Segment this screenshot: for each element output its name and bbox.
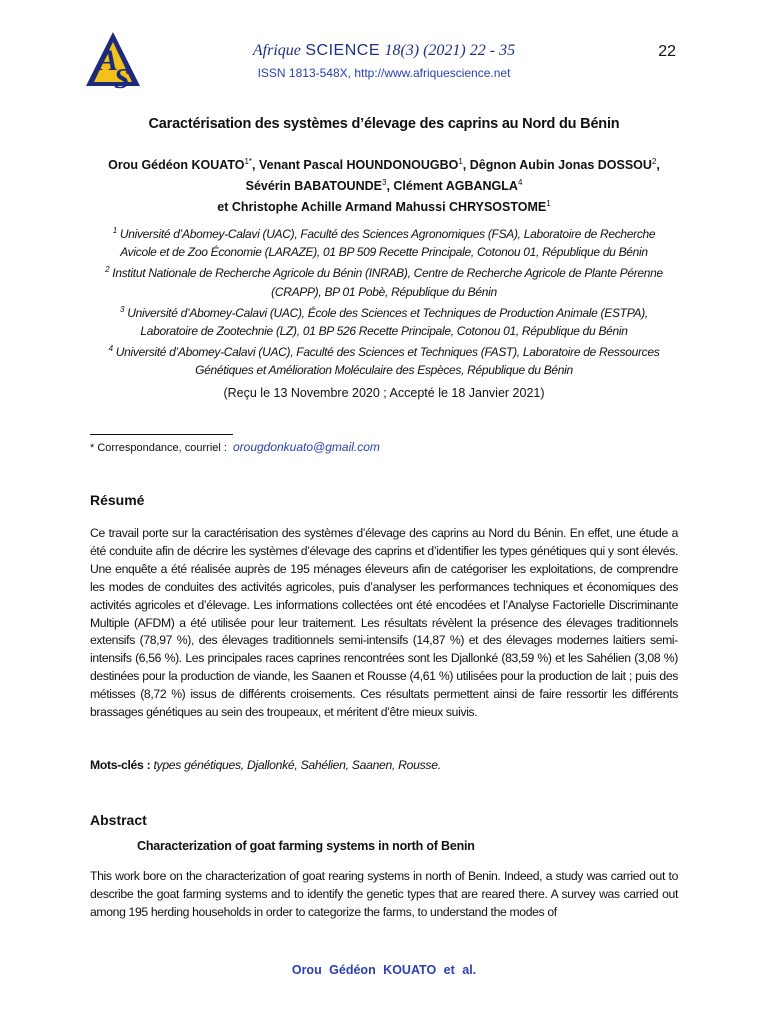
svg-text:S: S: [114, 64, 130, 92]
svg-text:A: A: [98, 44, 119, 77]
journal-name-afrique: Afrique: [252, 42, 301, 59]
journal-volume: 18(3) (2021) 22 - 35: [384, 42, 516, 59]
affiliation-text: Université d’Abomey-Calavi (UAC), Faculté des Sciences Agronomiques (FSA), Laboratoire de Recherche: [116, 227, 656, 241]
affiliation-sup: 4: [108, 344, 113, 354]
author-line-3: [90, 195, 678, 216]
abstract-paragraph: This work bore on the characterization of goat rearing systems in north of Benin. Indeed, a study was carried out to describe the goat farming systems and to identify the genetic types that are reared there. A survey was carried out among 195 herding households in order to categorize the farms, to understand the modes of: [90, 869, 678, 919]
english-title: Characterization of goat farming systems in north of Benin: [137, 839, 475, 853]
resume-paragraph: Ce travail porte sur la caractérisation des systèmes d’élevage des caprins au Nord du Bénin. En effet, une étude a été conduite afin de décrire les systèmes d’élevage des caprins et d’identifier les types génétiques qui y sont élevés. Une enquête a été réalisée auprès de 195 ménages éleveurs afin de catégoriser les exploitations, de comprendre les modes de conduites des activités agricoles, puis d’analyser les performances techniques et économiques des activités agricoles et d’élevage. Les informations collectées ont été encodées et l’Analyse Factorielle Discriminante Multiple (AFDM) a été utilisée pour leur traitement. Les résultats révèlent la présence des élevages traditionnels extensifs (78,97 %), des élevages traditionnels semi-intensifs (14,87 %) et des élevages modernes laitiers semi-intensifs (6,56 %). Les principales races caprines rencontrées sont les Djallonké (83,59 %) et les Sahélien (3,08 %) destinées pour la production de viande, les Saanen et Rousse (4,61 %) utilisées pour la production de lait ; puis des métisses (8,72 %) issus de différents croisements. Ces résultats permettent ainsi de faire ressortir les différents brassages génétiques au sein des troupeaux, et méritent d’être mieux suivis.: [90, 526, 678, 720]
correspondence-email-link[interactable]: orougdonkuato@gmail.com: [232, 440, 380, 454]
affiliation-2: [90, 261, 678, 282]
author-list: [90, 153, 678, 216]
keywords-list: types génétiques, Djallonké, Sahélien, Saanen, Rousse.: [153, 758, 441, 772]
affiliation-1-cont: Avicole et de Zoo Économie (LARAZE), 01 BP 509 Recette Principale, Cotonou 01, République du Bénin: [120, 245, 648, 260]
journal-logo: [84, 30, 142, 92]
author-sup: 4: [517, 178, 523, 188]
affiliations: [90, 222, 678, 380]
abstract-heading: Abstract: [90, 812, 147, 828]
author-separator: ,: [656, 158, 660, 173]
keywords-line: [90, 758, 441, 772]
affiliation-text: Université d’Abomey-Calavi (UAC), Faculté des Sciences et Techniques (FAST), Laboratoire de Ressources: [112, 345, 660, 360]
author-sup: 1*: [244, 157, 253, 166]
footer-author: Orou Gédéon KOUATO et al.: [291, 963, 477, 977]
affiliation-1: [90, 222, 678, 243]
received-accepted-dates: (Reçu le 13 Novembre 2020 ; Accepté le 18 Janvier 2021): [223, 386, 545, 400]
page-number: 22: [658, 43, 676, 60]
journal-header: [0, 42, 768, 60]
author-line-2: [90, 174, 678, 195]
author-dossou: , Dêgnon Aubin Jonas DOSSOU: [462, 158, 652, 173]
author-kouato: Orou Gédéon KOUATO: [108, 158, 245, 173]
resume-heading: Résumé: [90, 492, 145, 508]
affiliation-sup: 1: [112, 226, 117, 235]
author-babatounde: Sévérin BABATOUNDE: [245, 179, 382, 194]
author-sup: 1: [546, 199, 551, 209]
affiliation-3: [90, 301, 678, 322]
affiliation-sup: 2: [105, 265, 110, 275]
author-sup: 2: [651, 157, 657, 166]
affiliation-4-cont: Génétiques et Amélioration Moléculaire des Espèces, République du Bénin: [195, 363, 573, 378]
footnote-rule: [90, 434, 233, 435]
correspondence-footnote: [90, 440, 380, 454]
journal-name-science: SCIENCE: [305, 42, 380, 59]
affiliation-2-cont: (CRAPP), BP 01 Pobè, République du Bénin: [271, 284, 497, 299]
affiliation-3-cont: Laboratoire de Zootechnie (LZ), 01 BP 526 Recette Principale, Cotonou 01, République du Bénin: [140, 324, 628, 339]
keywords-label: Mots-clés :: [90, 758, 151, 772]
affiliation-4: [90, 340, 678, 361]
affiliation-text: Université d’Abomey-Calavi (UAC), École des Sciences et Techniques de Production Animale (ESTPA),: [124, 305, 648, 320]
author-sup: 3: [381, 178, 387, 188]
article-title: Caractérisation des systèmes d’élevage des caprins au Nord du Bénin: [148, 116, 620, 132]
author-line-1: [90, 153, 678, 174]
issn-line: ISSN 1813-548X, http://www.afriquescience.net: [257, 66, 511, 80]
author-chrysostome: et Christophe Achille Armand Mahussi CHRYSOSTOME: [217, 200, 547, 215]
author-agbangla: , Clément AGBANGLA: [386, 179, 518, 194]
affiliation-text: Institut Nationale de Recherche Agricole du Bénin (INRAB), Centre de Recherche Agricole de Plante Pérenne: [109, 266, 663, 281]
author-sup: 1: [458, 157, 463, 166]
affiliation-sup: 3: [120, 304, 125, 314]
author-houndonougbo: , Venant Pascal HOUNDONOUGBO: [252, 158, 459, 173]
footnote-label: * Correspondance, courriel :: [90, 442, 227, 454]
